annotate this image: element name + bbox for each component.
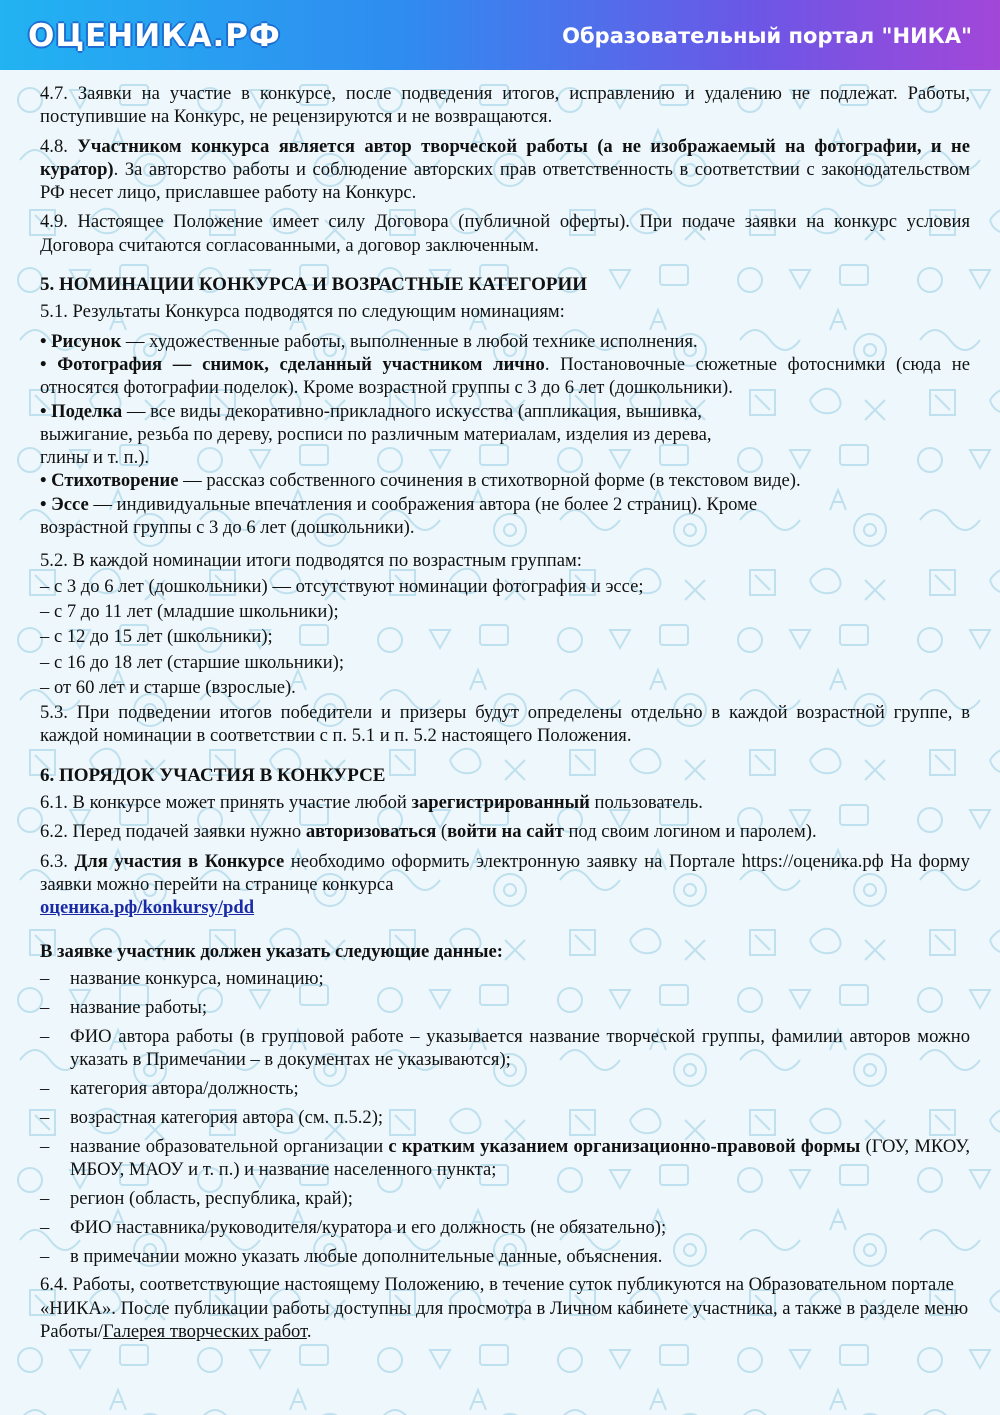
- clause-text: 6.2. Перед подачей заявки нужно: [40, 821, 306, 843]
- item-text: название образовательной организации: [70, 1135, 389, 1157]
- age-group: – от 60 лет и старше (взрослые).: [40, 676, 296, 698]
- contest-link[interactable]: оценика.рф/konkursy/pdd: [40, 897, 255, 919]
- section-6-title: 6. ПОРЯДОК УЧАСТИЯ В КОНКУРСЕ: [40, 764, 386, 786]
- clause-6-3: [40, 850, 970, 897]
- list-marker: –: [40, 1187, 50, 1209]
- clause-4-8-bold: Участником конкурса является автор творческой работы (а не изображаемый на фотографии, и не куратор): [40, 135, 970, 180]
- list-marker: –: [40, 1135, 50, 1157]
- list-item-text: ФИО наставника/руководителя/куратора и его должность (не обязательно);: [70, 1216, 667, 1238]
- list-marker: –: [40, 1025, 50, 1047]
- nomination-essay: [40, 493, 970, 516]
- nomination-label: • Эссе: [40, 493, 89, 515]
- clause-4-7: 4.7. Заявки на участие в конкурсе, после подведения итогов, исправлению и удалению не подлежат. Работы, поступившие на Конкурс, не рецензируются и не возвращаются.: [40, 83, 970, 128]
- nomination-text: . Постановочные сюжетные фотоснимки (сюда не относятся фотографии поделок). Кроме возрастной группы с 3 до 6 лет (дошкольники).: [40, 353, 970, 399]
- list-item-text: [70, 1135, 970, 1182]
- item-text: (ГОУ, МКОУ, МБОУ, МАОУ и т. п.) и название населенного пункта;: [70, 1135, 970, 1180]
- nomination-label: • Рисунок: [40, 330, 122, 352]
- list-marker: –: [40, 1106, 50, 1128]
- header-bar: [0, 0, 1000, 70]
- clause-number: 4.8.: [40, 135, 78, 157]
- contest-link-line: [40, 896, 970, 919]
- requirements-title: В заявке участник должен указать следующие данные:: [40, 940, 504, 962]
- list-marker: –: [40, 1245, 50, 1267]
- nomination-craft-line2: выжигание, резьба по дереву, росписи по различным материалам, изделия из дерева,: [40, 423, 712, 445]
- site-logo[interactable]: ОЦЕНИКА.РФ: [28, 18, 281, 54]
- list-item: [40, 1187, 970, 1210]
- list-item-text: возрастная категория автора (см. п.5.2);: [70, 1106, 384, 1128]
- clause-6-1: [40, 791, 970, 814]
- list-item: [40, 1245, 970, 1268]
- clause-4-9: 4.9. Настоящее Положение имеет силу Договора (публичной оферты). При подаче заявки на конкурс условия Договора считаются согласованными, а договор заключенным.: [40, 211, 970, 256]
- clause-5-2: 5.2. В каждой номинации итоги подводятся по возрастным группам:: [40, 550, 582, 572]
- nomination-photo: [40, 353, 970, 400]
- list-marker: –: [40, 967, 50, 989]
- age-group: – с 12 до 15 лет (школьники);: [40, 626, 273, 648]
- clause-6-4: [40, 1273, 970, 1343]
- clause-bold: авторизоваться: [305, 821, 437, 843]
- list-item-text: регион (область, республика, край);: [70, 1187, 353, 1209]
- list-item: [40, 1077, 970, 1100]
- gallery-link[interactable]: Галерея творческих работ: [102, 1321, 307, 1342]
- clause-bold: войти на сайт: [447, 821, 564, 843]
- clause-bold: Для участия в Конкурсе: [74, 850, 285, 872]
- list-item: [40, 1106, 970, 1129]
- clause-text: (: [436, 821, 448, 843]
- requirements-list: [40, 967, 970, 1268]
- list-item-text: ФИО автора работы (в групповой работе – указывается название творческой группы, фамилии авторов можно указать в Примечании – в документах не указываются);: [70, 1025, 970, 1070]
- clause-5-1: 5.1. Результаты Конкурса подводятся по следующим номинациям:: [40, 301, 565, 323]
- list-item: [40, 967, 970, 990]
- list-item: [40, 1135, 970, 1182]
- nomination-essay-line2: возрастной группы с 3 до 6 лет (дошкольники).: [40, 517, 415, 539]
- item-bold: с кратким указанием организационно-правовой формы: [388, 1135, 861, 1157]
- age-group: – с 16 до 18 лет (старшие школьники);: [40, 651, 345, 673]
- section-5-title: 5. НОМИНАЦИИ КОНКУРСА И ВОЗРАСТНЫЕ КАТЕГОРИИ: [40, 274, 588, 296]
- nomination-label: • Фотография — снимок, сделанный участником лично: [40, 353, 545, 375]
- clause-text: пользователь.: [589, 792, 703, 814]
- age-group: – с 7 до 11 лет (младшие школьники);: [40, 600, 339, 622]
- list-marker: –: [40, 996, 50, 1018]
- list-marker: –: [40, 1077, 50, 1099]
- clause-4-8-text: . За авторство работы и соблюдение авторских прав ответственность в соответствии с законодательством РФ несет лицо, приславшее работу на Конкурс.: [40, 158, 970, 204]
- nomination-label: • Поделка: [40, 400, 123, 422]
- nomination-text: — все виды декоративно-прикладного искусства (аппликация, вышивка,: [122, 400, 702, 422]
- nomination-drawing: [40, 330, 970, 353]
- clause-text: 6.1. В конкурсе может принять участие любой: [40, 792, 412, 814]
- nomination-craft-line3: глины и т. п.).: [40, 447, 150, 469]
- list-item-text: название конкурса, номинацию;: [70, 967, 324, 989]
- clause-5-3: 5.3. При подведении итогов победители и призеры будут определены отдельно в каждой возрастной группе, в каждой номинации в соответствии с п. 5.1 и п. 5.2 настоящего Положения.: [40, 702, 970, 747]
- portal-title: Образовательный портал "НИКА": [562, 24, 972, 48]
- nomination-label: • Стихотворение: [40, 470, 179, 492]
- list-item: [40, 996, 970, 1019]
- list-item: [40, 1216, 970, 1239]
- clause-text: 6.4. Работы, соответствующие настоящему Положению, в течение суток публикуются на Образовательном портале «НИКА». После публикации работы доступны для просмотра в Личном кабинете участника, а также в разделе меню Работы/: [40, 1274, 969, 1342]
- document-body: [40, 82, 970, 1343]
- nomination-text: — художественные работы, выполненные в любой технике исполнения.: [121, 330, 698, 352]
- nomination-craft: [40, 400, 970, 423]
- list-item-text: в примечании можно указать любые дополнительные данные, объяснения.: [70, 1245, 663, 1267]
- nomination-text: — рассказ собственного сочинения в стихотворной форме (в текстовом виде).: [178, 470, 801, 492]
- clause-text: .: [306, 1321, 312, 1342]
- nomination-text: — индивидуальные впечатления и соображения автора (не более 2 страниц). Кроме: [88, 493, 758, 515]
- list-item: [40, 1025, 970, 1072]
- clause-text: 6.3.: [40, 850, 75, 872]
- list-marker: –: [40, 1216, 50, 1238]
- clause-bold: зарегистрированный: [411, 792, 590, 814]
- list-item-text: категория автора/должность;: [70, 1077, 299, 1099]
- clause-text: необходимо оформить электронную заявку на Портале https://оценика.рф На форму заявки можно перейти на странице конкурса: [40, 850, 970, 895]
- nomination-poem: [40, 469, 970, 492]
- clause-6-2: [40, 820, 970, 843]
- age-group: – с 3 до 6 лет (дошкольники) — отсутствуют номинации фотография и эссе;: [40, 575, 644, 597]
- clause-4-8: [40, 135, 970, 205]
- clause-text: под своим логином и паролем).: [563, 821, 817, 843]
- list-item-text: название работы;: [70, 996, 207, 1018]
